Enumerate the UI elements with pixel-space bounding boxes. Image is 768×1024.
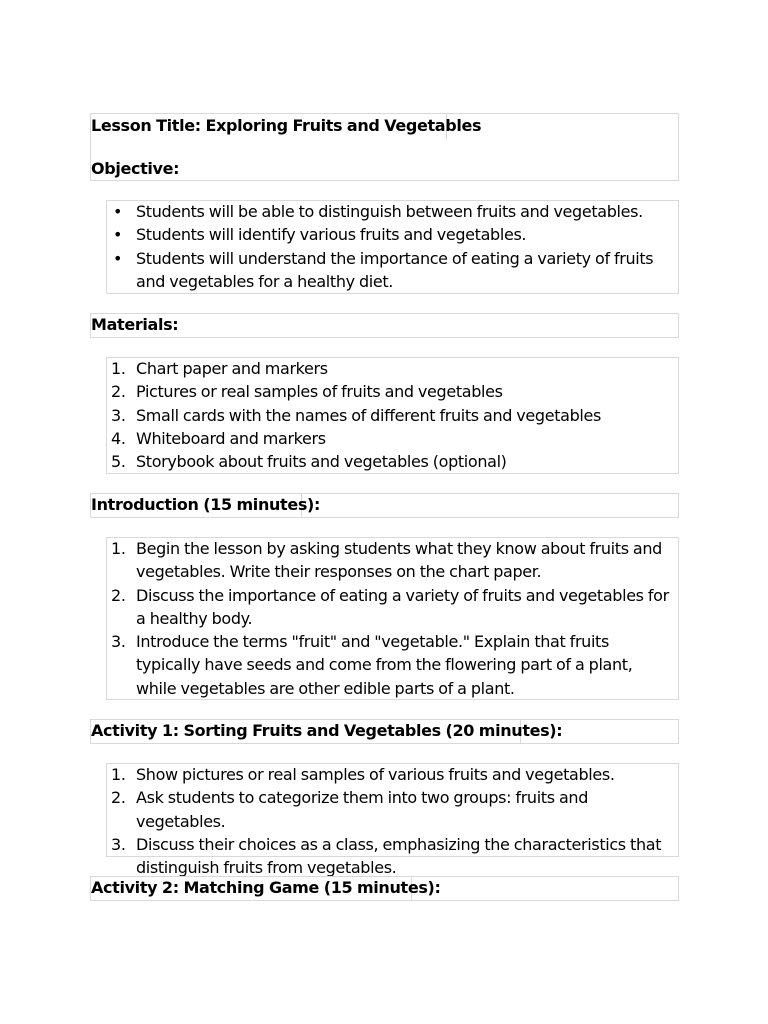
list-item <box>107 200 674 223</box>
list-number: 1. <box>111 539 126 558</box>
materials-heading-box <box>90 313 679 338</box>
activity1-item-text: Ask students to categorize them into two groups: fruits and vegetables. <box>136 788 589 831</box>
activity1-item-text: Discuss their choices as a class, emphasizing the characteristics that distinguish fruits from vegetables. <box>136 834 662 878</box>
list-number: 3. <box>111 405 126 425</box>
materials-heading: Materials: <box>91 315 179 334</box>
materials-item-text: Whiteboard and markers <box>136 428 326 448</box>
bullet: • <box>113 248 123 268</box>
materials-item-text: Storybook about fruits and vegetables (optional) <box>136 452 507 472</box>
list-item <box>107 584 674 631</box>
activity1-item-text: Show pictures or real samples of various fruits and vegetables. <box>136 765 615 784</box>
list-number: 2. <box>111 382 126 402</box>
list-number: 1. <box>111 765 126 784</box>
activity2-heading: Activity 2: Matching Game (15 minutes): <box>91 878 441 897</box>
introduction-item-text: Discuss the importance of eating a variety of fruits and vegetables for a healthy body. <box>136 585 669 628</box>
objective-item-text: Students will understand the importance of eating a variety of fruits and vegetables for a healthy diet. <box>136 248 654 291</box>
lesson-title: Lesson Title: Exploring Fruits and Vegetables <box>91 116 482 135</box>
list-item <box>107 380 674 403</box>
materials-item-text: Small cards with the names of different fruits and vegetables <box>136 405 601 425</box>
objective-item-text: Students will be able to distinguish between fruits and vegetables. <box>136 202 643 221</box>
list-item <box>107 247 674 294</box>
introduction-item-text: Begin the lesson by asking students what they know about fruits and vegetables. Write their responses on the chart paper. <box>136 539 662 582</box>
introduction-list <box>107 537 674 700</box>
objective-list <box>107 200 674 293</box>
objective-item-text: Students will identify various fruits and vegetables. <box>136 225 527 245</box>
objective-heading: Objective: <box>91 159 180 178</box>
list-item <box>107 357 674 380</box>
list-item <box>107 450 674 473</box>
list-item <box>107 537 674 584</box>
introduction-heading: Introduction (15 minutes): <box>91 495 321 514</box>
list-number: 2. <box>111 585 126 605</box>
list-number: 1. <box>111 359 126 378</box>
list-number: 3. <box>111 632 126 652</box>
materials-item-text: Chart paper and markers <box>136 359 328 378</box>
bullet: • <box>113 225 123 245</box>
bullet: • <box>113 202 123 221</box>
activity1-list <box>107 763 674 879</box>
list-item <box>107 786 674 833</box>
materials-item-text: Pictures or real samples of fruits and vegetables <box>136 382 503 402</box>
list-item <box>107 223 674 246</box>
list-item <box>107 427 674 450</box>
list-item <box>107 763 674 786</box>
list-item <box>107 404 674 427</box>
list-item <box>107 833 674 880</box>
list-number: 2. <box>111 788 126 808</box>
list-number: 5. <box>111 452 126 472</box>
materials-list <box>107 357 674 473</box>
list-number: 4. <box>111 428 126 448</box>
list-number: 3. <box>111 834 126 854</box>
list-item <box>107 630 674 700</box>
activity1-heading: Activity 1: Sorting Fruits and Vegetables (20 minutes): <box>91 721 563 740</box>
introduction-item-text: Introduce the terms "fruit" and "vegetable." Explain that fruits typically have seeds and come from the flowering part of a plant, while vegetables are other edible parts of a plant. <box>136 632 633 698</box>
